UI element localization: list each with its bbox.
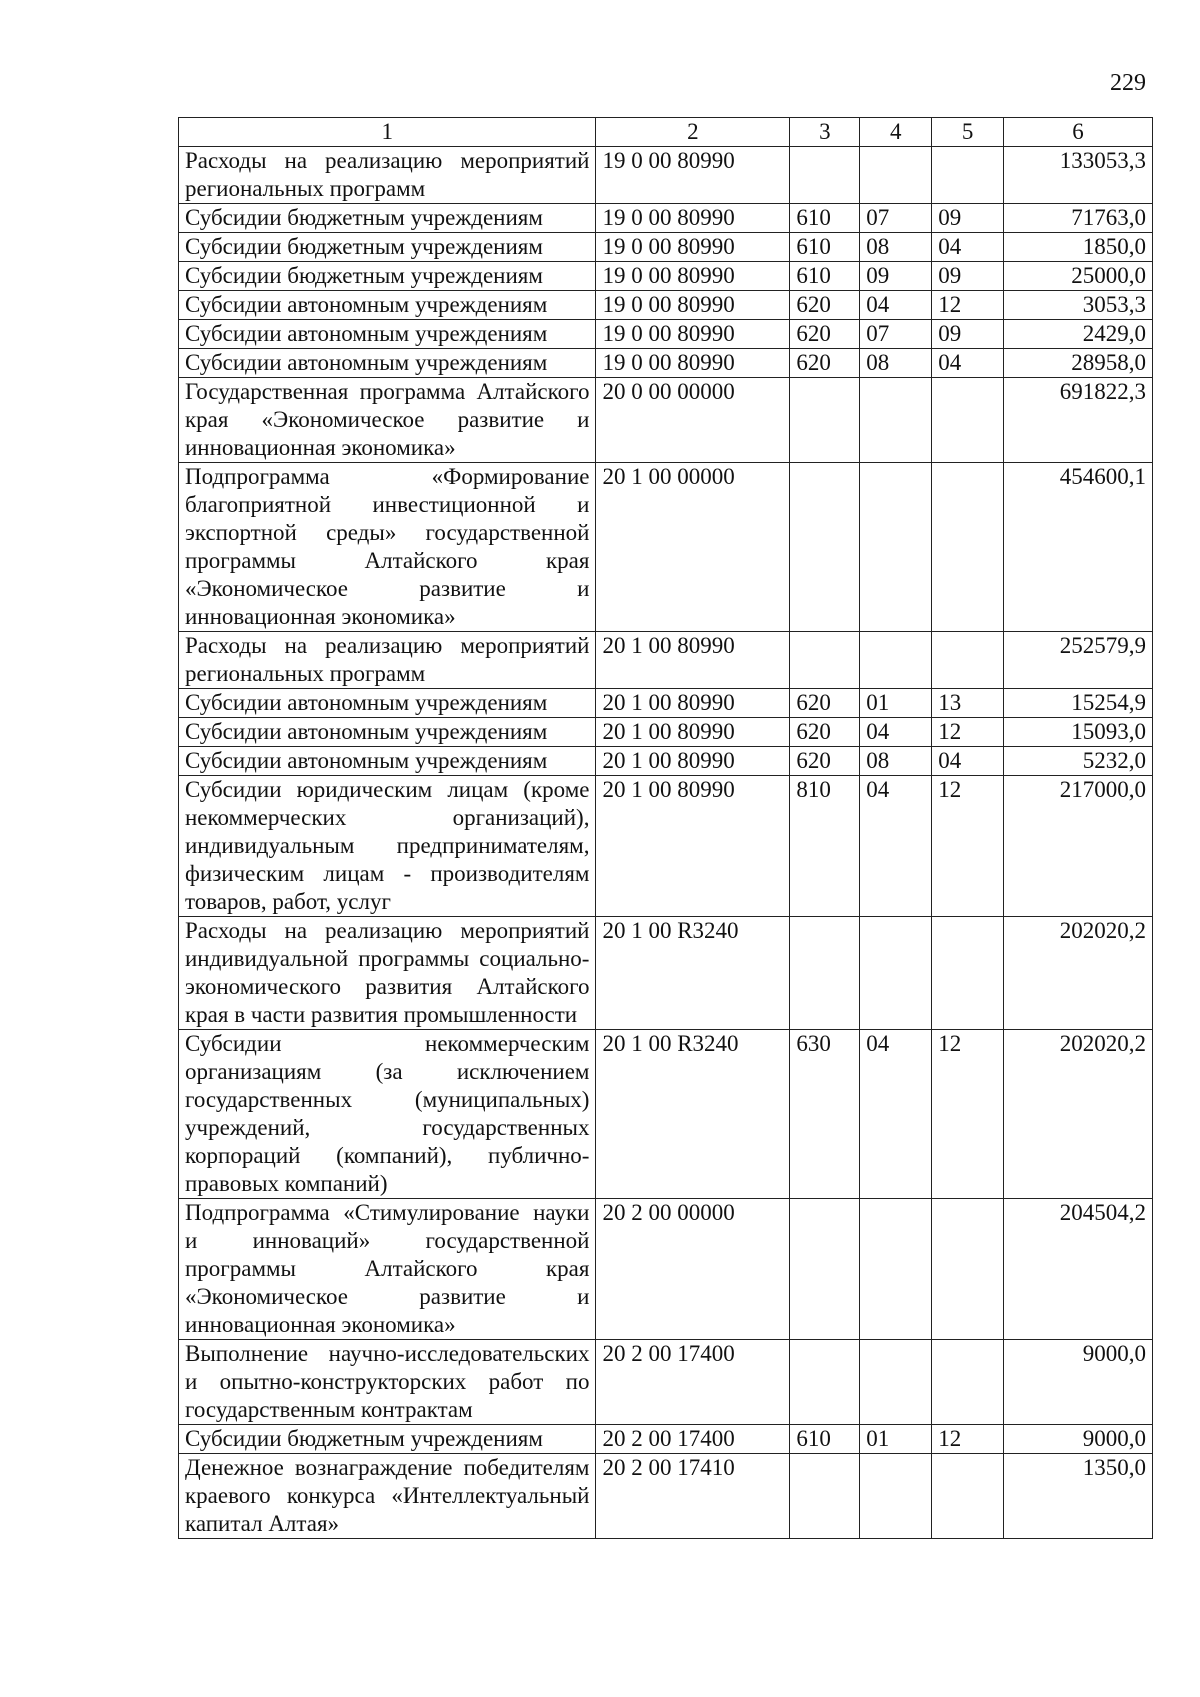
target-code-cell: 19 0 00 80990: [596, 291, 790, 320]
table-row: [179, 917, 1153, 1030]
amount-cell: 5232,0: [1004, 747, 1153, 776]
subsection-cell: [932, 1454, 1004, 1539]
target-code-cell: 20 2 00 00000: [596, 1199, 790, 1340]
expense-type-cell: 610: [790, 262, 860, 291]
amount-cell: 133053,3: [1004, 147, 1153, 204]
expense-type-cell: 810: [790, 776, 860, 917]
column-header-2: 2: [596, 118, 790, 147]
expense-name-cell: Субсидии бюджетным учреждениям: [179, 233, 596, 262]
table-header-row: [179, 118, 1153, 147]
column-header-6: 6: [1004, 118, 1153, 147]
target-code-cell: 19 0 00 80990: [596, 262, 790, 291]
section-cell: 04: [860, 1030, 932, 1199]
amount-cell: 252579,9: [1004, 632, 1153, 689]
target-code-cell: 20 1 00 80990: [596, 632, 790, 689]
amount-cell: 2429,0: [1004, 320, 1153, 349]
amount-cell: 1850,0: [1004, 233, 1153, 262]
expense-name-cell: Расходы на реализацию мероприятий региональных программ: [179, 147, 596, 204]
target-code-cell: 20 1 00 80990: [596, 776, 790, 917]
column-header-4: 4: [860, 118, 932, 147]
table-row: [179, 1340, 1153, 1425]
column-header-1: 1: [179, 118, 596, 147]
section-cell: 07: [860, 204, 932, 233]
amount-cell: 204504,2: [1004, 1199, 1153, 1340]
table-row: [179, 204, 1153, 233]
amount-cell: 15093,0: [1004, 718, 1153, 747]
table-row: [179, 320, 1153, 349]
expense-type-cell: [790, 378, 860, 463]
target-code-cell: 20 1 00 R3240: [596, 917, 790, 1030]
expense-name-cell: Выполнение научно-исследовательских и опытно-конструкторских работ по государственным контрактам: [179, 1340, 596, 1425]
expense-type-cell: 630: [790, 1030, 860, 1199]
amount-cell: 202020,2: [1004, 917, 1153, 1030]
subsection-cell: 09: [932, 320, 1004, 349]
subsection-cell: 04: [932, 747, 1004, 776]
target-code-cell: 19 0 00 80990: [596, 233, 790, 262]
amount-cell: 691822,3: [1004, 378, 1153, 463]
target-code-cell: 20 1 00 80990: [596, 718, 790, 747]
column-header-5: 5: [932, 118, 1004, 147]
expense-name-cell: Субсидии бюджетным учреждениям: [179, 262, 596, 291]
expense-type-cell: 610: [790, 233, 860, 262]
table-row: [179, 378, 1153, 463]
target-code-cell: 19 0 00 80990: [596, 320, 790, 349]
expense-name-cell: Субсидии некоммерческим организациям (за исключением государственных (муниципальных) учреждений, государственных корпораций (компаний), публично-правовых компаний): [179, 1030, 596, 1199]
expense-name-cell: Субсидии автономным учреждениям: [179, 320, 596, 349]
expense-type-cell: [790, 463, 860, 632]
amount-cell: 71763,0: [1004, 204, 1153, 233]
section-cell: [860, 632, 932, 689]
expense-name-cell: Государственная программа Алтайского края «Экономическое развитие и инновационная экономика»: [179, 378, 596, 463]
expense-name-cell: Субсидии автономным учреждениям: [179, 291, 596, 320]
expense-type-cell: 620: [790, 291, 860, 320]
expense-type-cell: [790, 1199, 860, 1340]
table-row: [179, 776, 1153, 917]
budget-table: [178, 117, 1153, 1539]
target-code-cell: 19 0 00 80990: [596, 147, 790, 204]
target-code-cell: 19 0 00 80990: [596, 204, 790, 233]
section-cell: 01: [860, 1425, 932, 1454]
amount-cell: 202020,2: [1004, 1030, 1153, 1199]
section-cell: [860, 917, 932, 1030]
amount-cell: 454600,1: [1004, 463, 1153, 632]
table-row: [179, 747, 1153, 776]
subsection-cell: 09: [932, 204, 1004, 233]
section-cell: 09: [860, 262, 932, 291]
target-code-cell: 20 1 00 80990: [596, 689, 790, 718]
amount-cell: 9000,0: [1004, 1425, 1153, 1454]
amount-cell: 28958,0: [1004, 349, 1153, 378]
table-row: [179, 1454, 1153, 1539]
expense-name-cell: Субсидии автономным учреждениям: [179, 349, 596, 378]
subsection-cell: 04: [932, 233, 1004, 262]
expense-type-cell: 620: [790, 320, 860, 349]
section-cell: [860, 1454, 932, 1539]
table-row: [179, 463, 1153, 632]
section-cell: [860, 1340, 932, 1425]
target-code-cell: 20 2 00 17400: [596, 1340, 790, 1425]
table-body: [179, 147, 1153, 1539]
expense-name-cell: Расходы на реализацию мероприятий индивидуальной программы социально-экономического развития Алтайского края в части развития промышленности: [179, 917, 596, 1030]
expense-type-cell: 620: [790, 689, 860, 718]
section-cell: 01: [860, 689, 932, 718]
subsection-cell: 04: [932, 349, 1004, 378]
expense-name-cell: Субсидии бюджетным учреждениям: [179, 1425, 596, 1454]
table-row: [179, 632, 1153, 689]
expense-type-cell: 620: [790, 747, 860, 776]
expense-type-cell: 620: [790, 718, 860, 747]
page-number: 229: [1110, 70, 1146, 96]
expense-type-cell: [790, 1340, 860, 1425]
expense-name-cell: Субсидии бюджетным учреждениям: [179, 204, 596, 233]
amount-cell: 15254,9: [1004, 689, 1153, 718]
target-code-cell: 20 1 00 80990: [596, 747, 790, 776]
subsection-cell: 13: [932, 689, 1004, 718]
subsection-cell: [932, 1199, 1004, 1340]
section-cell: [860, 378, 932, 463]
expense-name-cell: Денежное вознаграждение победителям краевого конкурса «Интеллектуальный капитал Алтая»: [179, 1454, 596, 1539]
amount-cell: 217000,0: [1004, 776, 1153, 917]
target-code-cell: 20 0 00 00000: [596, 378, 790, 463]
amount-cell: 3053,3: [1004, 291, 1153, 320]
table-row: [179, 147, 1153, 204]
expense-type-cell: [790, 1454, 860, 1539]
target-code-cell: 19 0 00 80990: [596, 349, 790, 378]
subsection-cell: 09: [932, 262, 1004, 291]
target-code-cell: 20 1 00 R3240: [596, 1030, 790, 1199]
target-code-cell: 20 2 00 17400: [596, 1425, 790, 1454]
subsection-cell: [932, 463, 1004, 632]
table-row: [179, 233, 1153, 262]
expense-name-cell: Подпрограмма «Формирование благоприятной инвестиционной и экспортной среды» государственной программы Алтайского края «Экономическое развитие и инновационная экономика»: [179, 463, 596, 632]
section-cell: [860, 463, 932, 632]
expense-name-cell: Субсидии автономным учреждениям: [179, 747, 596, 776]
subsection-cell: 12: [932, 776, 1004, 917]
expense-name-cell: Субсидии юридическим лицам (кроме некоммерческих организаций), индивидуальным предпринимателям, физическим лицам - производителям товаров, работ, услуг: [179, 776, 596, 917]
subsection-cell: 12: [932, 1425, 1004, 1454]
table-row: [179, 291, 1153, 320]
expense-type-cell: [790, 917, 860, 1030]
section-cell: 08: [860, 349, 932, 378]
table-row: [179, 1030, 1153, 1199]
expense-type-cell: 610: [790, 204, 860, 233]
amount-cell: 9000,0: [1004, 1340, 1153, 1425]
subsection-cell: [932, 378, 1004, 463]
table-row: [179, 1425, 1153, 1454]
expense-name-cell: Субсидии автономным учреждениям: [179, 718, 596, 747]
amount-cell: 1350,0: [1004, 1454, 1153, 1539]
subsection-cell: [932, 917, 1004, 1030]
target-code-cell: 20 2 00 17410: [596, 1454, 790, 1539]
subsection-cell: 12: [932, 1030, 1004, 1199]
section-cell: 08: [860, 747, 932, 776]
section-cell: [860, 147, 932, 204]
table-row: [179, 349, 1153, 378]
subsection-cell: [932, 632, 1004, 689]
expense-type-cell: [790, 147, 860, 204]
expense-type-cell: 620: [790, 349, 860, 378]
column-header-3: 3: [790, 118, 860, 147]
section-cell: 08: [860, 233, 932, 262]
section-cell: 07: [860, 320, 932, 349]
expense-name-cell: Расходы на реализацию мероприятий региональных программ: [179, 632, 596, 689]
table-row: [179, 689, 1153, 718]
table-row: [179, 262, 1153, 291]
subsection-cell: [932, 1340, 1004, 1425]
subsection-cell: [932, 147, 1004, 204]
expense-type-cell: 610: [790, 1425, 860, 1454]
table-row: [179, 718, 1153, 747]
section-cell: [860, 1199, 932, 1340]
expense-name-cell: Субсидии автономным учреждениям: [179, 689, 596, 718]
section-cell: 04: [860, 776, 932, 917]
expense-name-cell: Подпрограмма «Стимулирование науки и инноваций» государственной программы Алтайского края «Экономическое развитие и инновационная экономика»: [179, 1199, 596, 1340]
target-code-cell: 20 1 00 00000: [596, 463, 790, 632]
expense-type-cell: [790, 632, 860, 689]
section-cell: 04: [860, 718, 932, 747]
section-cell: 04: [860, 291, 932, 320]
table-row: [179, 1199, 1153, 1340]
subsection-cell: 12: [932, 718, 1004, 747]
subsection-cell: 12: [932, 291, 1004, 320]
amount-cell: 25000,0: [1004, 262, 1153, 291]
